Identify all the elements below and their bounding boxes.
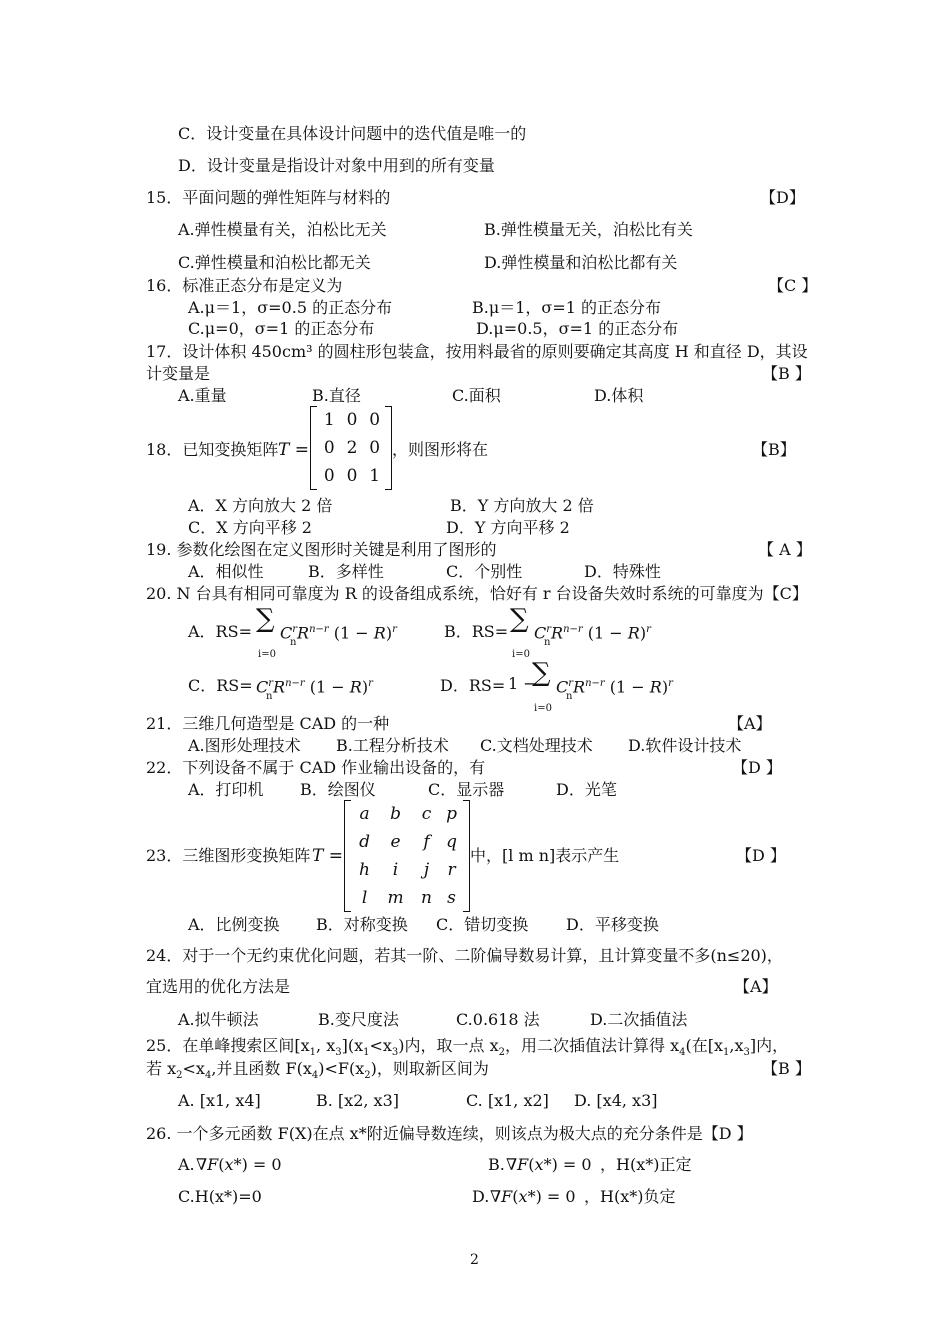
q17-option-a: A.重量 bbox=[178, 386, 227, 405]
q26-option-c: C.H(x*)=0 bbox=[178, 1187, 262, 1206]
q18-text: 18．已知变换矩阵 bbox=[146, 440, 279, 459]
q17-text-line1: 17．设计体积 450cm³ 的圆柱形包装盒，按用料最省的原则要确定其高度 H 和直径 D，其设 bbox=[146, 342, 808, 361]
q26-option-a-label: A. bbox=[178, 1155, 195, 1174]
q23-matrix-cell: h bbox=[359, 860, 370, 880]
q21-option-c: C.文档处理技术 bbox=[480, 736, 593, 755]
q23-matrix-cell: r bbox=[447, 860, 456, 880]
q21-text: 21．三维几何造型是 CAD 的一种 bbox=[146, 714, 390, 733]
q20-option-d-one: 1 − bbox=[508, 674, 537, 693]
q22-option-b: B．绘图仪 bbox=[300, 780, 376, 799]
q16-text: 16．标准正态分布是定义为 bbox=[146, 276, 343, 295]
q21-option-b: B.工程分析技术 bbox=[336, 736, 449, 755]
q24-option-b: B.变尺度法 bbox=[318, 1010, 399, 1029]
q26-option-a-formula: ∇F(x*) = 0 bbox=[196, 1155, 282, 1174]
q18-text-post: ，则图形将在 bbox=[392, 440, 489, 459]
q18-matrix-cell: 1 bbox=[323, 410, 335, 430]
q26-option-b-post: ，H(x*)正定 bbox=[600, 1155, 692, 1174]
q23-matrix-cell: s bbox=[447, 888, 456, 908]
q19-text: 19. 参数化绘图在定义图形时关键是利用了图形的 bbox=[146, 540, 497, 559]
q18-matrix-cell: 1 bbox=[369, 466, 381, 486]
q23-matrix-cell: n bbox=[421, 888, 432, 908]
q23-matrix-cell: l bbox=[361, 888, 368, 908]
q22-option-c: C．显示器 bbox=[428, 780, 505, 799]
q18-matrix-symbol: T = bbox=[278, 440, 309, 460]
q18-matrix-cell: 2 bbox=[346, 438, 358, 458]
q20-text: 20. N 台具有相同可靠度为 R 的设备组成系统，恰好有 r 台设备失效时系统的可靠度为【C】 bbox=[146, 584, 808, 603]
q18-option-c: C．X 方向平移 2 bbox=[188, 518, 312, 537]
page-number: 2 bbox=[470, 1252, 479, 1268]
q18-option-b: B．Y 方向放大 2 倍 bbox=[450, 496, 594, 515]
q23-matrix bbox=[344, 800, 470, 912]
q20-option-a-formula: $C^rR^{n-r}$ $(1 - R)^r$ bbox=[280, 623, 397, 643]
q26-option-d-formula: ∇F(x*) = 0 bbox=[490, 1187, 576, 1206]
q15-option-d: D.弹性模量和泊松比都有关 bbox=[484, 253, 678, 272]
q25-answer: 【B 】 bbox=[762, 1059, 811, 1078]
q18-matrix-cell: 0 bbox=[346, 410, 358, 430]
q23-option-c: C．错切变换 bbox=[436, 915, 529, 934]
q15-answer: 【D】 bbox=[760, 188, 805, 207]
q16-option-c: C.μ=0，σ=1 的正态分布 bbox=[188, 319, 375, 338]
q15-option-c: C.弹性模量和泊松比都无关 bbox=[178, 253, 371, 272]
q20-option-d-label: D．RS= bbox=[440, 676, 506, 695]
q21-option-a: A.图形处理技术 bbox=[188, 736, 301, 755]
q23-matrix-cell: i bbox=[392, 860, 399, 880]
q24-text-line2: 宜选用的优化方法是 bbox=[146, 977, 291, 996]
q23-matrix-cell: p bbox=[446, 804, 457, 824]
q20-option-b-label: B．RS= bbox=[444, 622, 509, 641]
q23-text: 23．三维图形变换矩阵 bbox=[146, 846, 311, 865]
q25-option-c: C. [x1, x2] bbox=[466, 1091, 549, 1110]
q23-matrix-cell: e bbox=[390, 832, 401, 852]
q14-option-c: C．设计变量在具体设计问题中的迭代值是唯一的 bbox=[178, 124, 527, 143]
q22-option-a: A．打印机 bbox=[188, 780, 264, 799]
q20-option-d-formula: $C^rR^{n-r}$ $(1 - R)^r$ bbox=[556, 677, 673, 697]
q18-answer: 【B】 bbox=[752, 440, 796, 459]
q23-option-b: B．对称变换 bbox=[316, 915, 408, 934]
q16-option-d: D.μ=0.5，σ=1 的正态分布 bbox=[476, 319, 679, 338]
q20-option-a-n: n bbox=[290, 637, 297, 648]
q22-answer: 【D 】 bbox=[732, 758, 782, 777]
q20-option-d-sum-icon: ∑ bbox=[532, 658, 551, 688]
q23-matrix-cell: f bbox=[423, 832, 430, 852]
q25-option-d: D. [x4, x3] bbox=[574, 1091, 658, 1110]
q20-option-b-formula: $C^rR^{n-r}$ $(1 - R)^r$ bbox=[534, 623, 651, 643]
q19-option-c: C．个别性 bbox=[446, 562, 523, 581]
q19-option-d: D．特殊性 bbox=[584, 562, 661, 581]
q20-option-d-n: n bbox=[566, 691, 573, 702]
q26-option-d-label: D. bbox=[472, 1187, 490, 1206]
q19-option-b: B．多样性 bbox=[308, 562, 384, 581]
q24-option-c: C.0.618 法 bbox=[456, 1010, 540, 1029]
q26-option-b-label: B. bbox=[488, 1155, 505, 1174]
q23-matrix-cell: d bbox=[359, 832, 370, 852]
q15-option-b: B.弹性模量无关，泊松比有关 bbox=[484, 220, 693, 239]
q16-option-a: A.μ＝1，σ=0.5 的正态分布 bbox=[188, 298, 393, 317]
q20-option-c-formula: $C^rR^{n-r}$ $(1 - R)^r$ bbox=[256, 677, 373, 697]
q23-matrix-cell: a bbox=[359, 804, 370, 824]
q15-option-a: A.弹性模量有关，泊松比无关 bbox=[178, 220, 387, 239]
q18-matrix-cell: 0 bbox=[323, 438, 335, 458]
q21-option-d: D.软件设计技术 bbox=[628, 736, 742, 755]
q25-option-a: A. [x1, x4] bbox=[178, 1091, 261, 1110]
q20-option-b-sum-index: i=0 bbox=[512, 649, 530, 660]
q22-text: 22．下列设备不属于 CAD 作业输出设备的，有 bbox=[146, 758, 486, 777]
q20-option-b-n: n bbox=[544, 637, 551, 648]
q18-matrix-cell: 0 bbox=[346, 466, 358, 486]
q18-matrix-cell: 0 bbox=[323, 466, 335, 486]
q24-answer: 【A】 bbox=[734, 977, 778, 996]
q17-text-line2: 计变量是 bbox=[146, 364, 211, 383]
q23-matrix-cell: j bbox=[423, 860, 430, 880]
q23-matrix-cell: m bbox=[387, 888, 404, 908]
q23-option-d: D．平移变换 bbox=[566, 915, 659, 934]
q17-option-b: B.直径 bbox=[312, 386, 361, 405]
q21-answer: 【A】 bbox=[728, 714, 772, 733]
q17-option-d: D.体积 bbox=[594, 386, 644, 405]
q25-text-line2: 若 $x_2<x_4$,并且函数 $F(x_4)<F(x_2)$，则取新区间为 bbox=[146, 1059, 489, 1082]
q14-option-d: D．设计变量是指设计对象中用到的所有变量 bbox=[178, 156, 495, 175]
q16-option-b: B.μ＝1，σ=1 的正态分布 bbox=[472, 298, 662, 317]
q24-option-d: D.二次插值法 bbox=[590, 1010, 688, 1029]
q26-text: 26. 一个多元函数 F(X)在点 x*附近偏导数连续，则该点为极大点的充分条件是【D 】 bbox=[146, 1124, 753, 1143]
q25-option-b: B. [x2, x3] bbox=[316, 1091, 399, 1110]
q20-option-c-n: n bbox=[266, 691, 273, 702]
q18-matrix-cell: 0 bbox=[369, 438, 381, 458]
q20-option-c-label: C．RS= bbox=[188, 676, 253, 695]
q24-option-a: A.拟牛顿法 bbox=[178, 1010, 259, 1029]
q20-option-a-label: A．RS= bbox=[188, 622, 252, 641]
q19-answer: 【 A 】 bbox=[758, 540, 812, 559]
q19-option-a: A．相似性 bbox=[188, 562, 264, 581]
q23-matrix-cell: b bbox=[390, 804, 401, 824]
q25-text-line1: 25．在单峰搜索区间[$x_1$, $x_3](x_1<x_3)$内，取一点 $x_2$，用二次插值法计算得 $x_4$(在$[x_1,x_3]$内， bbox=[146, 1036, 789, 1059]
q26-option-b-formula: ∇F(x*) = 0 bbox=[506, 1155, 592, 1174]
q20-option-d-sum-index: i=0 bbox=[534, 703, 552, 714]
q22-option-d: D．光笔 bbox=[556, 780, 617, 799]
q23-matrix-symbol: T = bbox=[312, 846, 343, 866]
q17-answer: 【B 】 bbox=[762, 364, 811, 383]
q17-option-c: C.面积 bbox=[452, 386, 501, 405]
q18-option-d: D．Y 方向平移 2 bbox=[446, 518, 570, 537]
q18-matrix-cell: 0 bbox=[369, 410, 381, 430]
q23-option-a: A．比例变换 bbox=[188, 915, 280, 934]
q26-option-d-post: ，H(x*)负定 bbox=[584, 1187, 676, 1206]
q23-matrix-cell: c bbox=[421, 804, 432, 824]
q24-text-line1: 24．对于一个无约束优化问题，若其一阶、二阶偏导数易计算，且计算变量不多(n≤20)， bbox=[146, 946, 783, 965]
q16-answer: 【C 】 bbox=[768, 276, 818, 295]
q18-option-a: A．X 方向放大 2 倍 bbox=[188, 496, 333, 515]
q20-option-a-sum-index: i=0 bbox=[258, 649, 276, 660]
q20-option-a-sum-icon: ∑ bbox=[256, 604, 275, 634]
q18-matrix bbox=[310, 406, 392, 490]
q23-matrix-cell: q bbox=[446, 832, 457, 852]
q23-answer: 【D 】 bbox=[736, 846, 786, 865]
q15-text: 15．平面问题的弹性矩阵与材料的 bbox=[146, 188, 391, 207]
q23-text-post: 中，[l m n]表示产生 bbox=[470, 846, 620, 865]
q20-option-b-sum-icon: ∑ bbox=[510, 604, 529, 634]
